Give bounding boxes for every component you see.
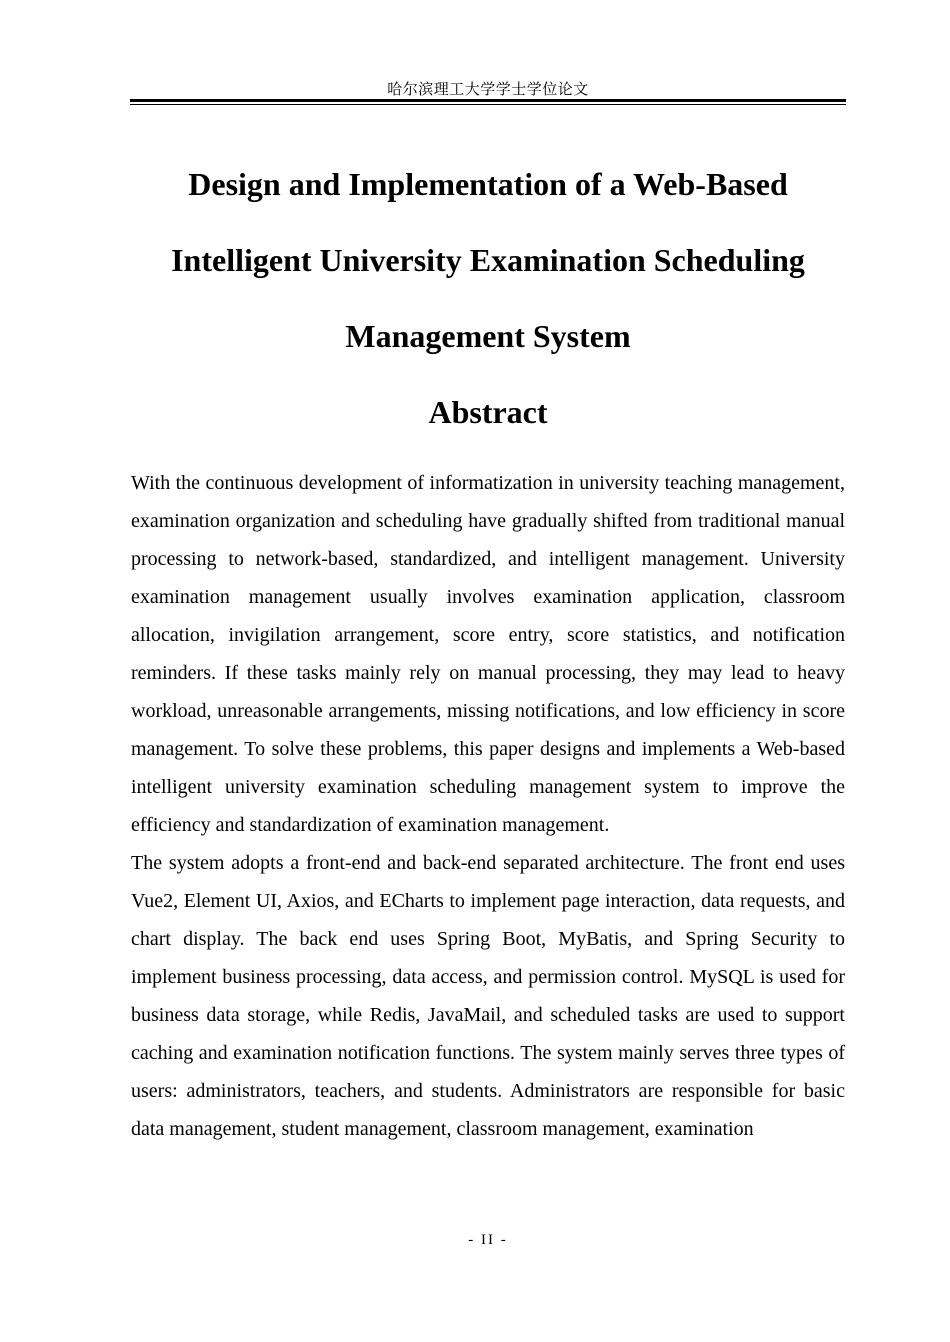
abstract-paragraph-2: The system adopts a front-end and back-end separated architecture. The front end uses Vue2, Element UI, Axios, and ECharts to implement page interaction, data requests, and chart display. The back end uses Spring Boot, MyBatis, and Spring Security to implement business processing, data access, and permission control. MySQL is used for business data storage, while Redis, JavaMail, and scheduled tasks are used to support caching and examination notification functions. The system mainly serves three types of users: administrators, teachers, and students. Administrators are responsible for basic data management, student management, classroom management, examination (131, 852, 845, 1140)
running-header: 哈尔滨理工大学学士学位论文 (387, 80, 589, 98)
abstract-paragraph-1: With the continuous development of informatization in university teaching management, examination organization and scheduling have gradually shifted from traditional manual processing to network-based, standardized, and intelligent management. University examination management usually involves examination application, classroom allocation, invigilation arrangement, score entry, score statistics, and notification reminders. If these tasks mainly rely on manual processing, they may lead to heavy workload, unreasonable arrangements, missing notifications, and low efficiency in score management. To solve these problems, this paper designs and implements a Web-based intelligent university examination scheduling management system to improve the efficiency and standardization of examination management. (131, 472, 845, 836)
paper-title: Design and Implementation of a Web-Based Intelligent University Examination Scheduling Management System (171, 166, 805, 354)
abstract-body (131, 464, 845, 1148)
header-rule-thick (130, 99, 846, 102)
abstract-heading: Abstract (428, 394, 548, 430)
header-rule-thin (130, 104, 846, 105)
page-number: - II - (468, 1232, 508, 1248)
